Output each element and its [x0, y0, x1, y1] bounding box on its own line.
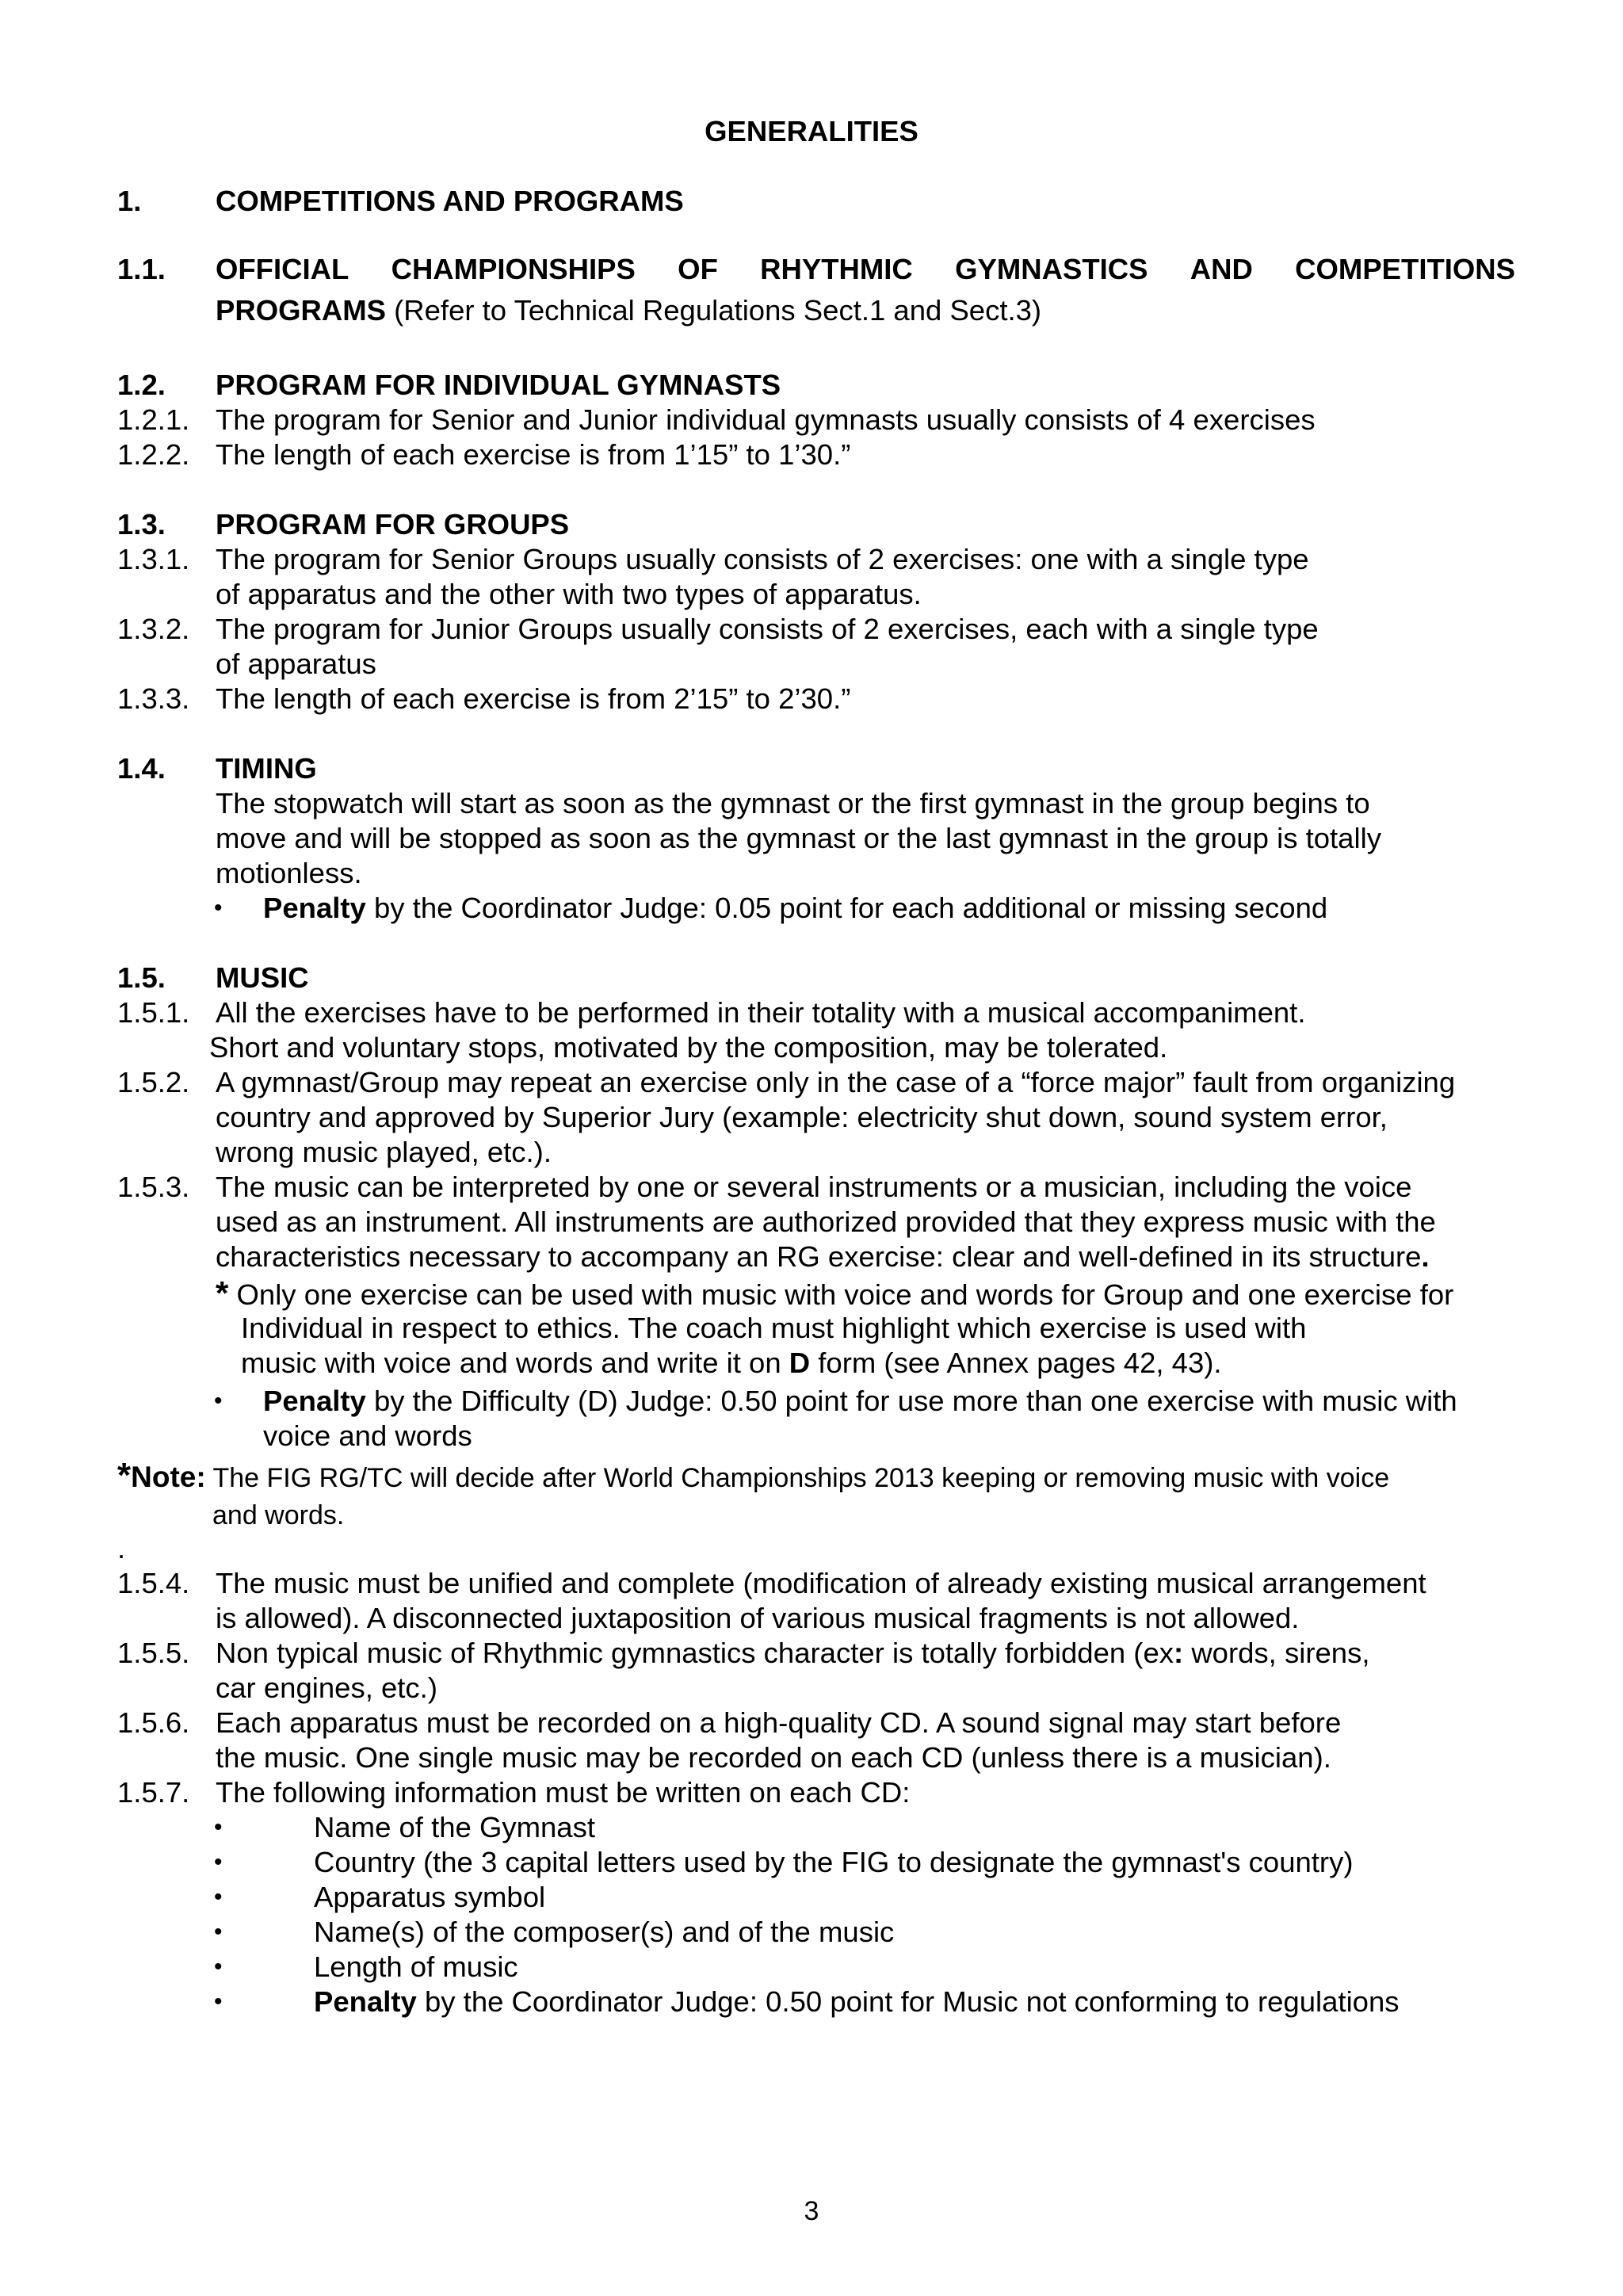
- item-number: 1.2.2.: [117, 438, 190, 471]
- item-text: used as an instrument. All instruments are authorized provided that they express music with the: [216, 1205, 1436, 1238]
- item-text: wrong music played, etc.).: [216, 1136, 552, 1168]
- section-number: 1.5.: [117, 961, 166, 994]
- note-line: and words.: [212, 1500, 345, 1530]
- penalty-detail: by the Difficulty (D) Judge: 0.50 point for use more than one exercise with music with: [365, 1385, 1457, 1417]
- item-text: The music must be unified and complete (modification of already existing musical arrangement: [216, 1567, 1426, 1599]
- bullet-icon: •: [214, 1919, 223, 1945]
- heading-word: RHYTHMIC: [760, 253, 913, 285]
- bullet-icon: •: [214, 1814, 223, 1840]
- star-note-text: Only one exercise can be used with music with voice and words for Group and one exercise for: [228, 1278, 1454, 1311]
- item-text: car engines, etc.): [216, 1671, 437, 1704]
- item-number: 1.3.2.: [117, 613, 190, 645]
- penalty-text: [263, 891, 1327, 926]
- stray-dot: .: [117, 1532, 126, 1564]
- penalty-label: Penalty: [314, 1985, 417, 2018]
- list-item: Length of music: [314, 1950, 518, 1983]
- item-text: All the exercises have to be performed in their totality with a musical accompaniment.: [216, 996, 1306, 1029]
- item-text-part: words, sirens,: [1183, 1637, 1370, 1669]
- bullet-icon: •: [214, 1884, 223, 1910]
- section-title: COMPETITIONS AND PROGRAMS: [216, 185, 684, 217]
- heading-word: OFFICIAL: [216, 253, 349, 285]
- item-text: country and approved by Superior Jury (example: electricity shut down, sound system error,: [216, 1101, 1388, 1133]
- item-text: [216, 1240, 1430, 1274]
- section-title: PROGRAM FOR INDIVIDUAL GYMNASTS: [216, 369, 781, 401]
- item-number: 1.2.1.: [117, 403, 190, 436]
- section-heading-line: [216, 293, 1041, 328]
- bullet-icon: •: [214, 1849, 223, 1875]
- paragraph-line: motionless.: [216, 857, 362, 889]
- penalty-detail: voice and words: [263, 1419, 472, 1452]
- item-text-part: Non typical music of Rhythmic gymnastics character is totally forbidden (ex: [216, 1637, 1174, 1669]
- section-number: 1.2.: [117, 369, 166, 401]
- heading-bold: PROGRAMS: [216, 294, 386, 327]
- paragraph-line: The stopwatch will start as soon as the gymnast or the first gymnast in the group begins to: [216, 787, 1370, 819]
- item-text: The program for Senior and Junior individual gymnasts usually consists of 4 exercises: [216, 403, 1316, 436]
- item-text: The length of each exercise is from 1’15” to 1’30.”: [216, 438, 851, 471]
- page-number: 3: [804, 2196, 819, 2226]
- item-text: The music can be interpreted by one or several instruments or a musician, including the voice: [216, 1171, 1412, 1203]
- item-text: The program for Junior Groups usually consists of 2 exercises, each with a single type: [216, 613, 1319, 645]
- item-number: 1.5.4.: [117, 1567, 190, 1599]
- asterisk-icon: *: [117, 1456, 132, 1495]
- item-text: Short and voluntary stops, motivated by the composition, may be tolerated.: [209, 1031, 1168, 1064]
- section-number: 1.4.: [117, 752, 166, 785]
- form-letter: D: [789, 1347, 811, 1379]
- heading-word: GYMNASTICS: [955, 253, 1148, 285]
- item-text: The program for Senior Groups usually consists of 2 exercises: one with a single type: [216, 543, 1309, 575]
- item-text: the music. One single music may be recorded on each CD (unless there is a musician).: [216, 1741, 1331, 1774]
- paragraph-line: move and will be stopped as soon as the gymnast or the last gymnast in the group is totally: [216, 822, 1381, 854]
- list-item: Country (the 3 capital letters used by the FIG to designate the gymnast's country): [314, 1846, 1354, 1878]
- item-text: The following information must be written on each CD:: [216, 1776, 911, 1809]
- penalty-detail: by the Coordinator Judge: 0.50 point for Music not conforming to regulations: [416, 1985, 1400, 2018]
- asterisk-icon: *: [216, 1274, 229, 1312]
- heading-word: CHAMPIONSHIPS: [391, 253, 636, 285]
- star-note-line: [241, 1346, 1222, 1381]
- heading-reference: (Refer to Technical Regulations Sect.1 and Sect.3): [385, 294, 1042, 327]
- star-note-text: form (see Annex pages 42, 43).: [810, 1347, 1222, 1379]
- star-note-text: music with voice and words and write it on: [241, 1347, 789, 1379]
- item-number: 1.5.2.: [117, 1066, 190, 1098]
- star-note-line: [216, 1276, 1453, 1312]
- section-title: MUSIC: [216, 961, 309, 994]
- section-heading-line: [216, 252, 1515, 287]
- item-text-colon: :: [1174, 1637, 1184, 1669]
- item-text: The length of each exercise is from 2’15” to 2’30.”: [216, 682, 851, 715]
- heading-word: OF: [678, 253, 718, 285]
- item-text: Each apparatus must be recorded on a high-quality CD. A sound signal may start before: [216, 1706, 1342, 1739]
- bullet-icon: •: [214, 1988, 223, 2015]
- item-number: 1.5.7.: [117, 1776, 190, 1809]
- star-note-line: Individual in respect to ethics. The coach must highlight which exercise is used with: [241, 1312, 1307, 1344]
- section-number: 1.: [117, 185, 142, 217]
- penalty-label: Penalty: [263, 1385, 366, 1417]
- penalty-detail: by the Coordinator Judge: 0.05 point for each additional or missing second: [365, 892, 1328, 924]
- note-line: [117, 1458, 1389, 1496]
- bullet-icon: •: [214, 1388, 223, 1414]
- item-text: [216, 1636, 1369, 1671]
- section-number: 1.3.: [117, 508, 166, 541]
- heading-word: AND: [1190, 253, 1253, 285]
- bullet-icon: •: [214, 1954, 223, 1980]
- heading-word: COMPETITIONS: [1295, 253, 1515, 285]
- note-label: Note:: [131, 1461, 206, 1493]
- item-text: of apparatus and the other with two types of apparatus.: [216, 578, 922, 610]
- item-number: 1.5.1.: [117, 996, 190, 1029]
- bullet-icon: •: [214, 895, 223, 921]
- item-text: of apparatus: [216, 648, 376, 680]
- list-item: Name of the Gymnast: [314, 1811, 596, 1843]
- penalty-label: Penalty: [263, 892, 366, 924]
- penalty-text: [263, 1384, 1457, 1419]
- list-item: Apparatus symbol: [314, 1881, 546, 1913]
- item-text-part: characteristics necessary to accompany an RG exercise: clear and well-defined in its structure: [216, 1240, 1422, 1273]
- item-number: 1.5.6.: [117, 1706, 190, 1739]
- item-number: 1.3.3.: [117, 682, 190, 715]
- penalty-text: [314, 1985, 1400, 2019]
- item-number: 1.5.5.: [117, 1637, 190, 1669]
- list-item: Name(s) of the composer(s) and of the music: [314, 1916, 895, 1948]
- item-text: is allowed). A disconnected juxtaposition of various musical fragments is not allowed.: [216, 1602, 1300, 1634]
- item-text-end: .: [1421, 1240, 1430, 1273]
- section-title: TIMING: [216, 752, 317, 785]
- section-title: PROGRAM FOR GROUPS: [216, 508, 570, 541]
- page-title: GENERALITIES: [705, 115, 918, 147]
- item-number: 1.5.3.: [117, 1171, 190, 1203]
- note-text: The FIG RG/TC will decide after World Championships 2013 keeping or removing music with voice: [205, 1463, 1390, 1493]
- item-number: 1.3.1.: [117, 543, 190, 575]
- item-text: A gymnast/Group may repeat an exercise only in the case of a “force major” fault from organizing: [216, 1066, 1456, 1098]
- section-number: 1.1.: [117, 253, 166, 285]
